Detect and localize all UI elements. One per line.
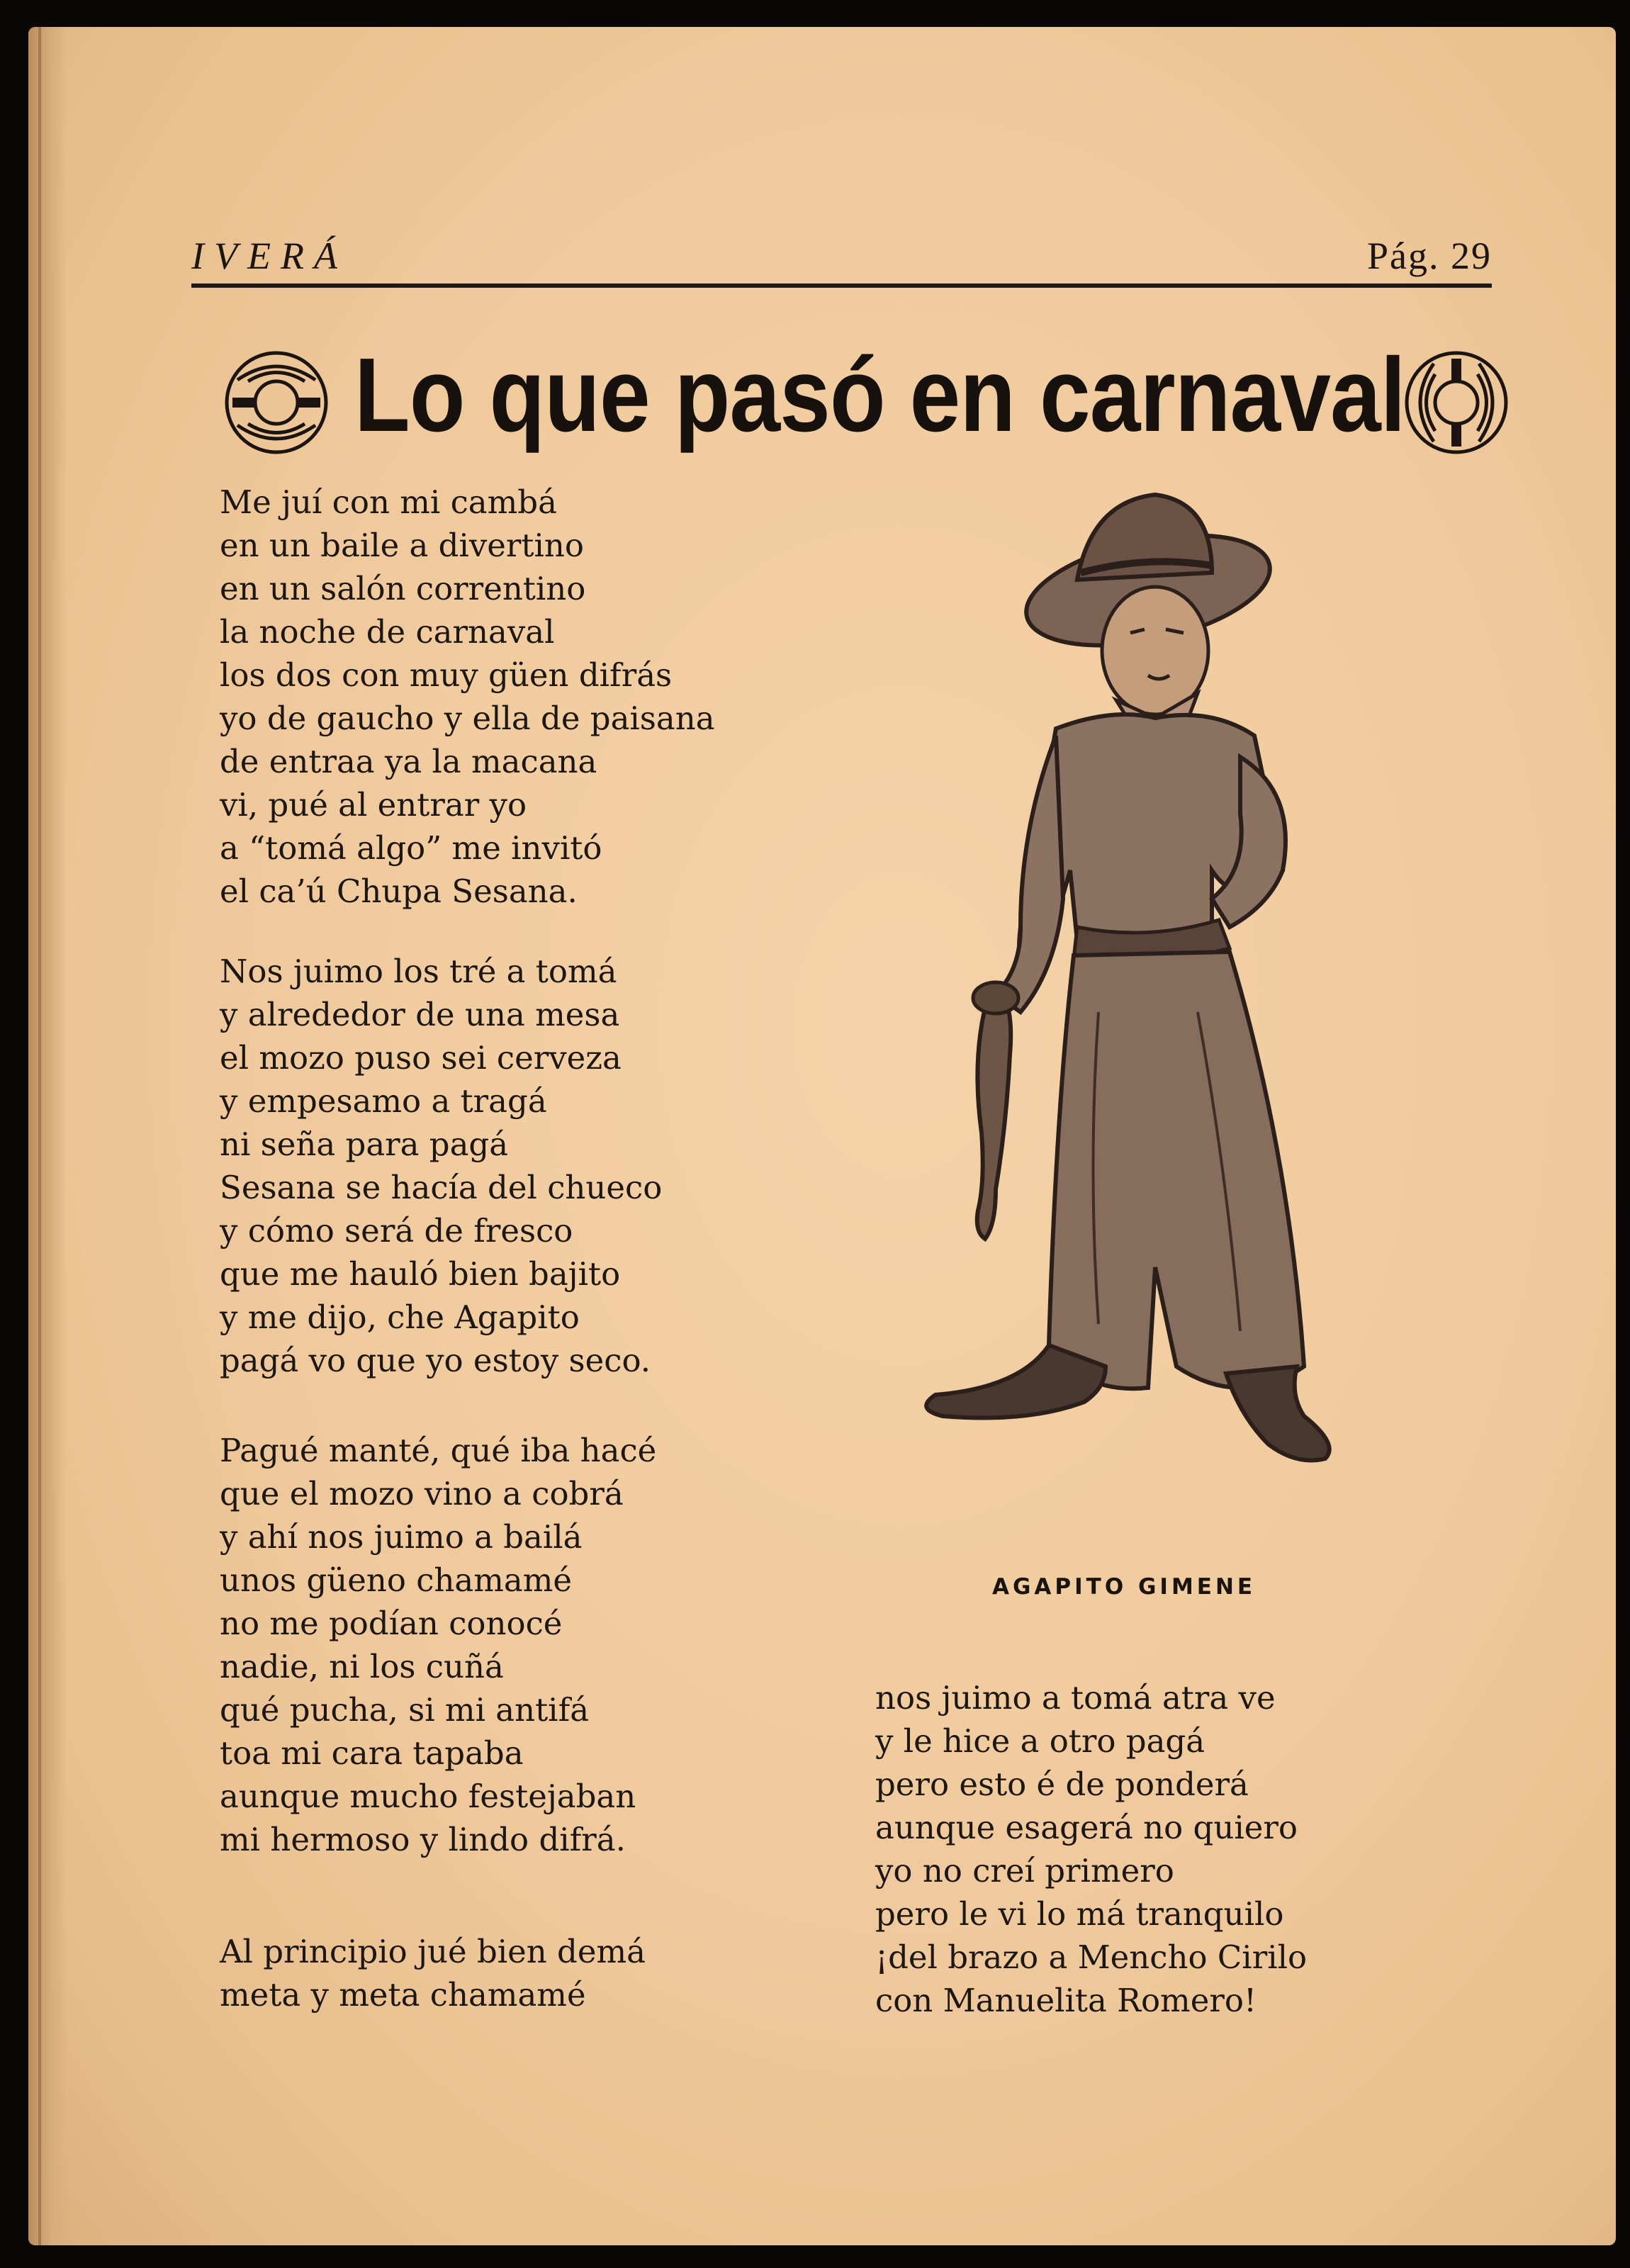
poem-title: Lo que pasó en carnaval	[354, 337, 1405, 454]
verse-line: y ahí nos juimo a bailá	[220, 1518, 583, 1556]
verse-line: nadie, ni los cuñá	[220, 1648, 504, 1685]
life-ring-ornament-right-icon	[1400, 346, 1513, 459]
life-ring-ornament-left-icon	[220, 346, 333, 459]
verse-line: yo de gaucho y ella de paisana	[220, 700, 715, 737]
verse-line: y me dijo, che Agapito	[220, 1298, 580, 1336]
stanza-1	[220, 481, 715, 913]
verse-line: la noche de carnaval	[220, 613, 555, 651]
verse-line: nos juimo a tomá atra ve	[875, 1679, 1276, 1717]
verse-line: y cómo será de fresco	[220, 1212, 573, 1250]
verse-line: Nos juimo los tré a tomá	[220, 953, 617, 990]
verse-line: y empesamo a tragá	[220, 1082, 547, 1120]
header-rule	[191, 284, 1492, 288]
gaucho-illustration	[843, 473, 1368, 1551]
verse-line: con Manuelita Romero!	[875, 1982, 1257, 2019]
verse-line: ni seña para pagá	[220, 1125, 509, 1163]
verse-line: unos güeno chamamé	[220, 1561, 573, 1599]
verse-line: que me hauló bien bajito	[220, 1255, 621, 1293]
verse-line: Pagué manté, qué iba hacé	[220, 1432, 657, 1469]
verse-line: toa mi cara tapaba	[220, 1734, 524, 1772]
verse-line: no me podían conocé	[220, 1605, 563, 1642]
verse-line: los dos con muy güen difrás	[220, 656, 673, 694]
verse-line: pero esto é de ponderá	[875, 1765, 1249, 1803]
running-head	[191, 234, 1492, 284]
page-number: Pág. 29	[1367, 235, 1492, 277]
stanza-3	[220, 1429, 656, 1861]
verse-line: Sesana se hacía del chueco	[220, 1169, 663, 1206]
verse-line: aunque esagerá no quiero	[875, 1809, 1298, 1846]
verse-line: qué pucha, si mi antifá	[220, 1691, 590, 1729]
page-spine-edge	[38, 27, 41, 2245]
verse-line: mi hermoso y lindo difrá.	[220, 1821, 626, 1858]
verse-line: en un salón correntino	[220, 570, 586, 607]
verse-line: y le hice a otro pagá	[875, 1722, 1205, 1760]
verse-line: de entraa ya la macana	[220, 743, 597, 780]
verse-line: en un baile a divertino	[220, 527, 584, 564]
verse-line: pagá vo que yo estoy seco.	[220, 1342, 651, 1379]
stanza-4	[220, 1930, 646, 2016]
verse-line: el ca’ú Chupa Sesana.	[220, 872, 578, 910]
verse-line: Me juí con mi cambá	[220, 483, 557, 521]
verse-line: a “tomá algo” me invitó	[220, 829, 602, 867]
magazine-page	[28, 27, 1616, 2245]
verse-line: meta y meta chamamé	[220, 1976, 586, 2014]
page-spine-shadow	[28, 27, 67, 2245]
title-row	[191, 325, 1492, 466]
verse-line: aunque mucho festejaban	[220, 1778, 636, 1815]
stanza-2	[220, 950, 662, 1382]
illustration-caption: AGAPITO GIMENE	[992, 1574, 1257, 1600]
verse-line: Al principio jué bien demá	[220, 1933, 646, 1970]
verse-line: y alrededor de una mesa	[220, 996, 620, 1033]
stanza-5	[875, 1676, 1307, 2022]
verse-line: el mozo puso sei cerveza	[220, 1039, 622, 1077]
verse-line: vi, pué al entrar yo	[220, 786, 527, 824]
verse-line: pero le vi lo má tranquilo	[875, 1895, 1284, 1933]
verse-line: que el mozo vino a cobrá	[220, 1475, 624, 1512]
verse-line: yo no creí primero	[875, 1852, 1174, 1890]
journal-name: IVERÁ	[191, 235, 347, 277]
verse-line: ¡del brazo a Mencho Cirilo	[875, 1938, 1308, 1976]
